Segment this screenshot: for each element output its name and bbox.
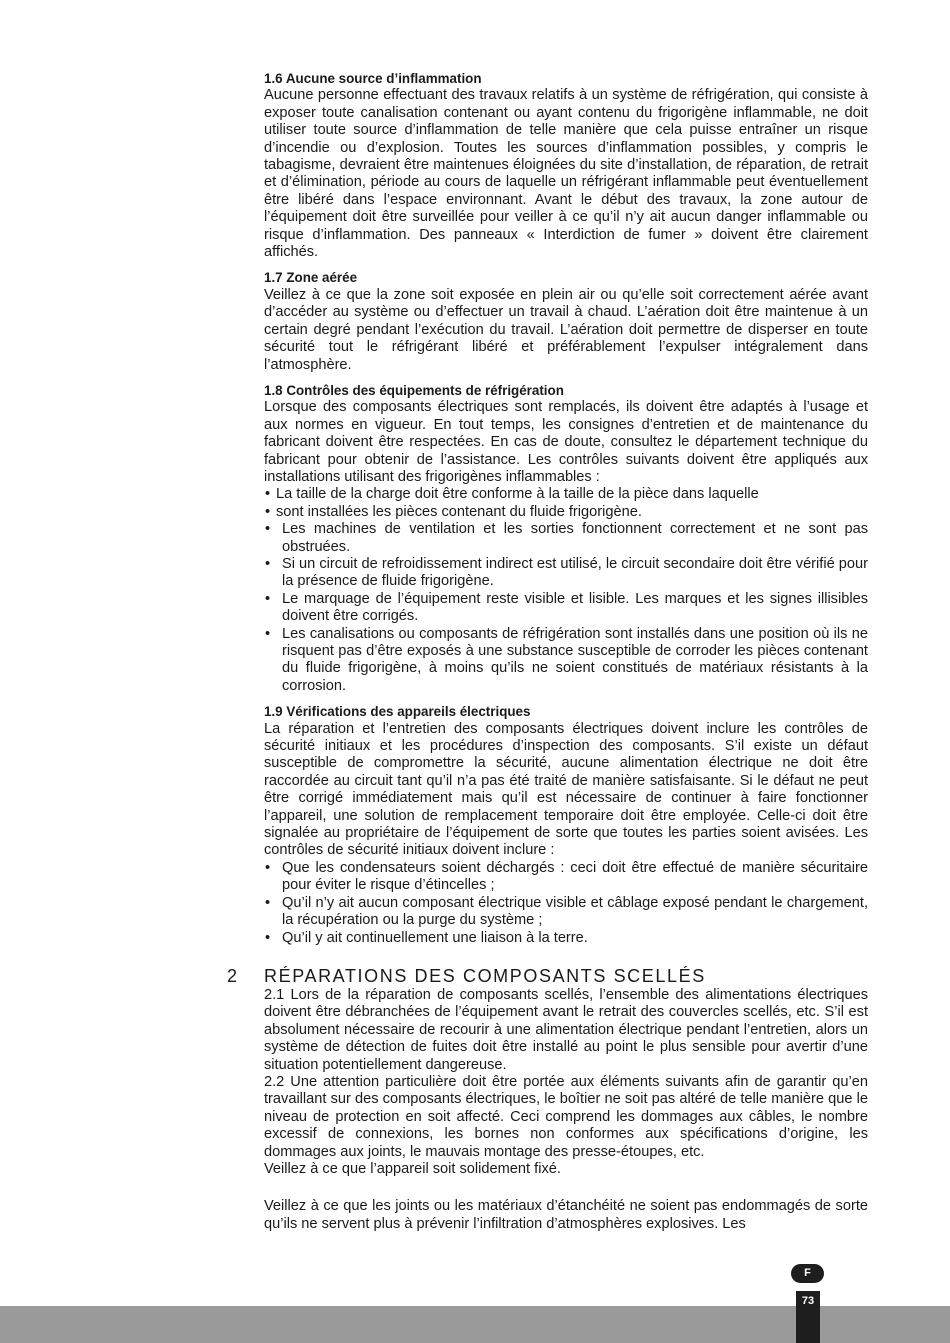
list-item: • Les machines de ventilation et les sorties fonctionnent correctement et ne sont pas obstruées. <box>264 521 868 556</box>
list-item: • Les canalisations ou composants de réfrigération sont installés dans une position où ils ne risquent pas d’être exposés à une substance susceptible de corroder les pièces contenant du fluide frigorigène, à moins qu’ils ne soient constitués de matériaux résistants à la corrosion. <box>264 626 868 696</box>
section-body: La réparation et l’entretien des composants électriques doivent inclure les contrôles de sécurité initiaux et les procédures d’inspection des composants. S’il existe un défaut susceptible de compromettre la sécurité, aucune alimentation électrique ne doit être raccordée au circuit tant qu’il n’a pas été traité de manière satisfaisante. Si le défaut ne peut être corrigé immédiatement mais qu’il est nécessaire de continuer à faire fonctionner l’appareil, une solution de remplacement temporaire doit être employée. Celle-ci doit être signalée au propriétaire de l’équipement de sorte que toutes les parties soient avisées. Les contrôles de sécurité initiaux doivent inclure : <box>264 720 868 859</box>
section-title: 1.8 Contrôles des équipements de réfrigération <box>264 382 564 398</box>
bullet-list <box>264 860 868 947</box>
list-item: • Qu’il y ait continuellement une liaison à la terre. <box>264 930 868 947</box>
list-item: • Que les condensateurs soient déchargés : ceci doit être effectué de manière sécuritaire pour éviter le risque d’étincelles ; <box>264 860 868 895</box>
document-body <box>227 70 868 1233</box>
chapter-number: 2 <box>227 965 239 986</box>
list-item: • sont installées les pièces contenant du fluide frigorigène. <box>264 504 868 521</box>
section-1-8 <box>264 382 868 695</box>
chapter-title: RÉPARATIONS DES COMPOSANTS SCELLÉS <box>264 965 706 986</box>
section-1-7 <box>264 269 868 373</box>
spacer <box>264 1178 868 1198</box>
section-body: Aucune personne effectuant des travaux relatifs à un système de réfrigération, qui consiste à exposer toute canalisation contenant ou ayant contenu du frigorigène inflammable, ne doit utiliser toute source d’inflammation de telle manière que cela puisse entraîner un risque d’incendie ou d’explosion. Toutes les sources d’inflammation possibles, y compris le tabagisme, devraient être maintenues éloignées du site d’installation, de réparation, de retrait et d’élimination, période au cours de laquelle un réfrigérant inflammable peut éventuellement être libéré dans l’espace environnant. Avant le début des travaux, la zone autour de l’équipement doit être surveillée pour veiller à ce qu’il n’y ait aucun danger inflammable ou risque d’inflammation. Des panneaux « Interdiction de fumer » doivent être clairement affichés. <box>264 87 868 261</box>
section-title: 1.7 Zone aérée <box>264 270 358 286</box>
language-badge: F <box>791 1264 824 1283</box>
page-number: 73 <box>801 1295 815 1307</box>
list-item: • Si un circuit de refroidissement indirect est utilisé, le circuit secondaire doit être vérifié pour la présence de fluide frigorigène. <box>264 556 868 591</box>
section-1-9 <box>264 703 868 947</box>
list-item: • Le marquage de l’équipement reste visible et lisible. Les marques et les signes illisibles doivent être corrigés. <box>264 591 868 626</box>
paragraph: 2.2 Une attention particulière doit être portée aux éléments suivants afin de garantir qu’en travaillant sur des composants électriques, le boîtier ne soit pas altéré de telle manière que le niveau de protection en soit affecté. Ceci comprend les dommages aux câbles, le nombre excessif de connexions, les bornes non conformes aux spécifications d’origine, les dommages aux joints, le mauvais montage des presse-étoupes, etc. <box>264 1073 868 1160</box>
section-title: 1.9 Vérifications des appareils électriques <box>264 704 531 720</box>
paragraph: 2.1 Lors de la réparation de composants scellés, l’ensemble des alimentations électriques doivent être débranchées de l’équipement avant le retrait des couvercles scellés, etc. S’il est absolument nécessaire de recourir à une alimentation électrique pendant l’entretien, alors un système de détection de fuites doit être installé au point le plus sensible pour avertir d’une situation potentiellement dangereuse. <box>264 986 868 1073</box>
list-item: • La taille de la charge doit être conforme à la taille de la pièce dans laquelle <box>264 486 868 503</box>
paragraph: Veillez à ce que les joints ou les matériaux d’étanchéité ne soient pas endommagés de sorte qu’ils ne servent plus à prévenir l’infiltration d’atmosphères explosives. Les <box>264 1198 868 1232</box>
bullet-list <box>264 486 868 521</box>
paragraph: Veillez à ce que l’appareil soit solidement fixé. <box>264 1160 561 1177</box>
section-body: Lorsque des composants électriques sont remplacés, ils doivent être adaptés à l’usage et aux normes en vigueur. En tout temps, les consignes d’entretien et de maintenance du fabricant doivent être respectées. En cas de doute, consultez le département technique du fabricant pour obtenir de l’assistance. Les contrôles suivants doivent être appliqués aux installations utilisant des frigorigènes inflammables : <box>264 399 868 485</box>
bullet-list <box>264 521 868 695</box>
list-item: • Qu’il n’y ait aucun composant électrique visible et câblage exposé pendant le chargement, la récupération ou la purge du système ; <box>264 895 868 930</box>
section-1-6 <box>264 70 868 261</box>
page-number-tab <box>796 1291 820 1343</box>
section-body: Veillez à ce que la zone soit exposée en plein air ou qu’elle soit correctement aérée avant d’accéder au système ou d’effectuer un travail à chaud. L’aération doit être maintenue à un certain degré pendant l’exécution du travail. L’aération doit permettre de disperser en toute sécurité tout le réfrigérant libéré et préférablement l’expulser intégralement dans l’atmosphère. <box>264 286 868 373</box>
chapter-2 <box>227 965 868 1233</box>
section-title: 1.6 Aucune source d’inflammation <box>264 71 482 86</box>
